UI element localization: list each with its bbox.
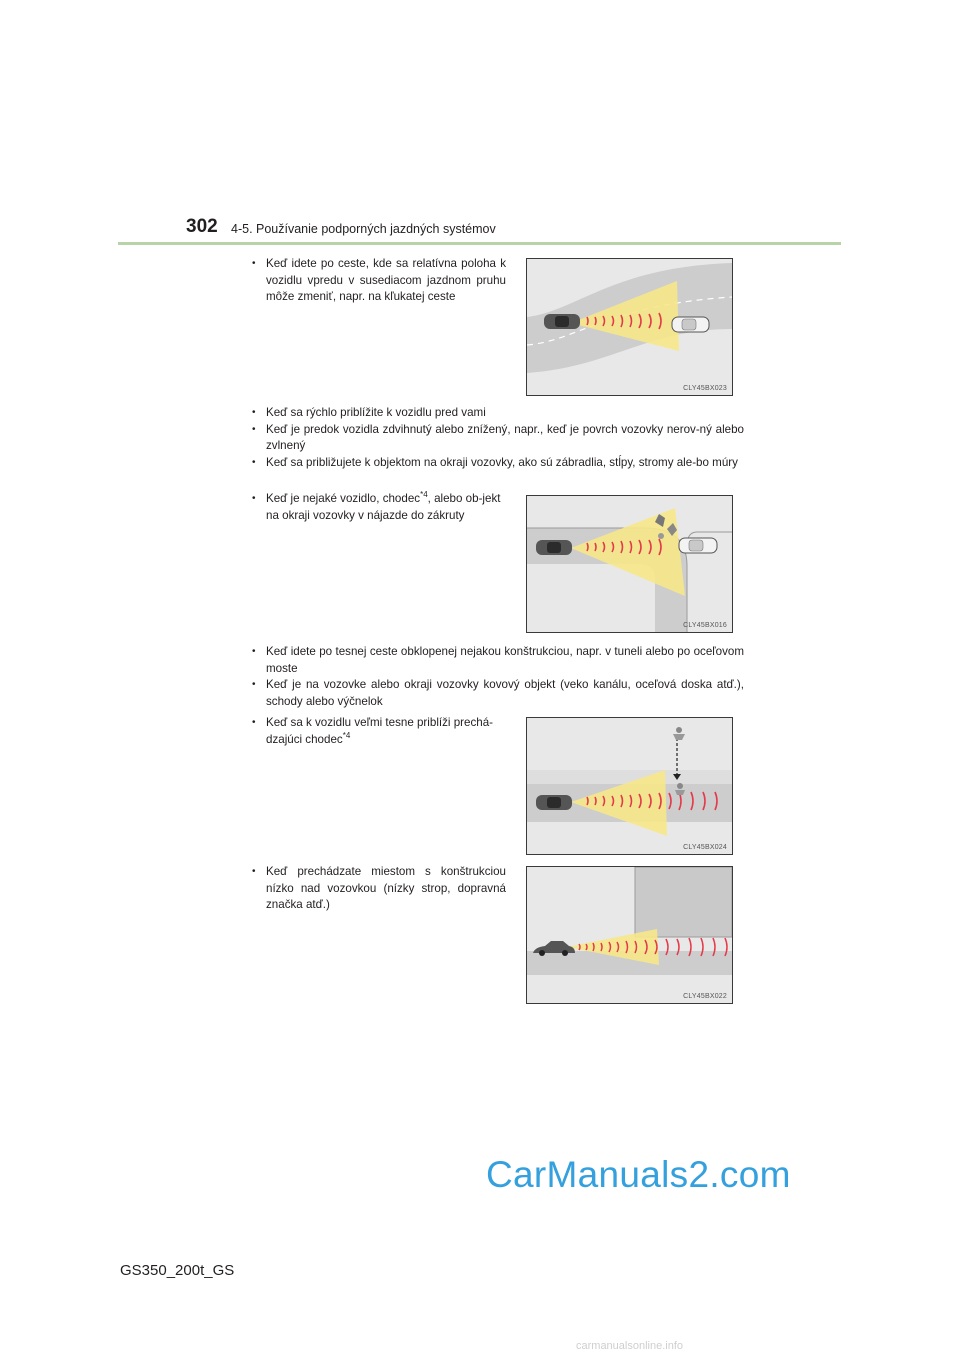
own-car-icon xyxy=(544,314,580,329)
bullet-item: • Keď je predok vozidla zdvihnutý alebo znížený, napr., keď je povrch vozovky nerov-ný alebo zvlnený xyxy=(252,422,744,455)
footnote-ref: *4 xyxy=(342,730,351,740)
bullet-item: • Keď je nejaké vozidlo, chodec$^{*4}$, alebo ob-jekt na okraji vozovky v nájazde do zákruty xyxy=(252,491,508,524)
parked-car-icon xyxy=(679,538,717,553)
bullet-block-overhead xyxy=(252,864,506,914)
bullet-block-structures xyxy=(252,644,744,710)
figure-code: CLY45BX024 xyxy=(683,844,727,851)
overhead-structure xyxy=(635,867,732,937)
illustration-curvy-road xyxy=(526,258,733,396)
curve-entry-graphic xyxy=(527,496,732,632)
bullet-block-curvy-road xyxy=(252,256,506,306)
bullet-item: • Keď idete po tesnej ceste obklopenej nejakou konštrukciou, napr. v tuneli alebo po oceľovom moste xyxy=(252,644,744,677)
own-car-icon xyxy=(536,795,572,810)
bullet-block-general xyxy=(252,405,744,471)
crossing-pedestrian-graphic xyxy=(527,718,732,854)
bullet-item: • Keď prechádzate miestom s konštrukciou nízko nad vozovkou (nízky strop, dopravná značka atď.) xyxy=(252,864,506,914)
footnote-ref: *4 xyxy=(420,490,428,500)
illustration-crossing-pedestrian xyxy=(526,717,733,855)
bullet-item: • Keď sa k vozidlu veľmi tesne priblíži prechá-dzajúci chodec$^{*4}$ xyxy=(252,715,508,748)
illustration-overhead-structure xyxy=(526,866,733,1004)
illustration-curve-entry xyxy=(526,495,733,633)
section-title: 4-5. Používanie podporných jazdných systémov xyxy=(231,222,496,236)
figure-code: CLY45BX023 xyxy=(683,385,727,392)
watermark-logo: CarManuals2.com xyxy=(486,1154,791,1195)
own-car-icon xyxy=(536,540,572,555)
bullet-item: • Keď sa rýchlo priblížite k vozidlu pred vami xyxy=(252,405,744,422)
bullet-item: • Keď idete po ceste, kde sa relatívna poloha k vozidlu vpredu v susediacom jazdnom pruhu môže zmeniť, napr. na kľukatej ceste xyxy=(252,256,506,306)
bullet-block-pedestrian xyxy=(252,715,508,748)
figure-code: CLY45BX016 xyxy=(683,622,727,629)
watermark-url: carmanualsonline.info xyxy=(576,1340,684,1352)
footer-model: GS350_200t_GS xyxy=(120,1262,235,1279)
bullet-block-curve-entry xyxy=(252,491,508,524)
curvy-road-graphic xyxy=(527,259,732,395)
bullet-item: • Keď sa približujete k objektom na okraji vozovky, ako sú zábradlia, stĺpy, stromy ale-bo múry xyxy=(252,455,744,472)
figure-code: CLY45BX022 xyxy=(683,993,727,1000)
bullet-item: • Keď je na vozovke alebo okraji vozovky kovový objekt (veko kanálu, oceľová doska atď.), schody alebo výčnelok xyxy=(252,677,744,710)
header-rule xyxy=(118,242,841,245)
page-number: 302 xyxy=(186,216,218,237)
overhead-structure-graphic xyxy=(527,867,732,1003)
lead-car-icon xyxy=(672,317,709,332)
